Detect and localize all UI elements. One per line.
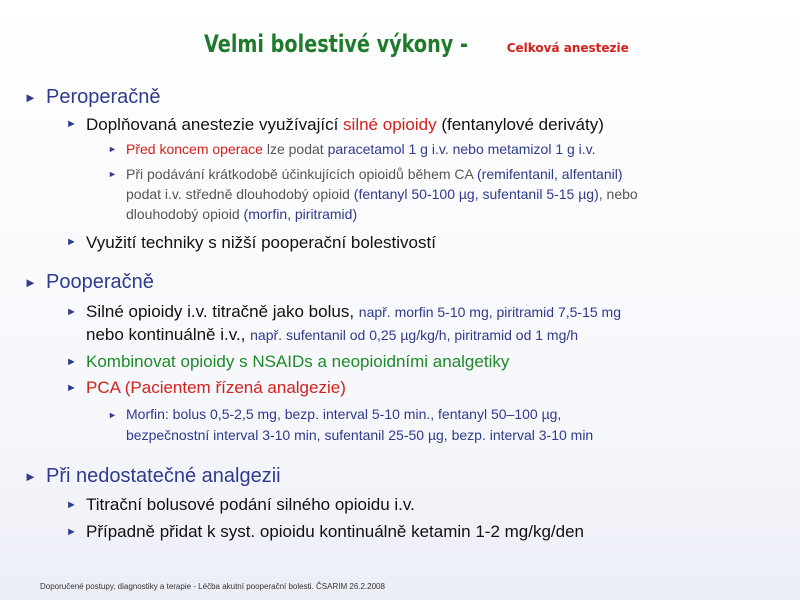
- bullet-icon: ►: [108, 410, 117, 420]
- item-text: Při podávání krátkodobě účinkujících opioidů během CA: [126, 166, 477, 182]
- list-item: Morfin: bolus 0,5-2,5 mg, bezp. interval 5-10 min., fentanyl 50–100 µg,: [126, 406, 562, 422]
- list-item: [126, 166, 623, 182]
- list-item: Využití techniky s nižší pooperační bolestivostí: [86, 233, 436, 252]
- item-text: podat i.v. středně dlouhodobý opioid: [126, 186, 354, 202]
- bullet-icon: ►: [66, 356, 77, 368]
- footer-citation: Doporučené postupy, diagnostiky a terapie - Léčba akutní pooperační bolesti. ČSARIM 26.2.2008: [40, 582, 385, 591]
- list-item: Kombinovat opioidy s NSAIDs a neopioidními analgetiky: [86, 352, 510, 371]
- list-item: PCA (Pacientem řízená analgezie): [86, 378, 346, 397]
- item-highlight: (fentanyl 50-100 µg, sufentanil 5-15 µg): [353, 186, 599, 202]
- item-highlight: (morfin, piritramid): [243, 206, 358, 222]
- item-text: nebo kontinuálně i.v.,: [86, 325, 251, 344]
- item-text: , nebo: [598, 186, 638, 202]
- item-text: Silné opioidy i.v. titračně jako bolus,: [86, 302, 359, 321]
- list-item: [86, 302, 621, 322]
- bullet-icon: ►: [108, 144, 117, 154]
- bullet-icon: ►: [66, 118, 77, 130]
- item-text: dlouhodobý opioid: [126, 206, 244, 222]
- list-item-continuation: [126, 186, 638, 202]
- bullet-icon: ►: [24, 90, 37, 105]
- list-item: Titrační bolusové podání silného opioidu i.v.: [86, 495, 415, 514]
- bullet-icon: ►: [66, 526, 77, 538]
- bullet-icon: ►: [66, 382, 77, 394]
- item-highlight: (remifentanil, alfentanil): [477, 166, 623, 182]
- bullet-icon: ►: [66, 306, 77, 318]
- title-main: Velmi bolestivé výkony -: [204, 30, 469, 58]
- item-highlight: silné opioidy: [343, 115, 437, 134]
- bullet-icon: ►: [66, 499, 77, 511]
- list-item: [86, 115, 604, 135]
- section-heading-peroperacne: Peroperačně: [46, 86, 161, 108]
- bullet-icon: ►: [24, 469, 37, 484]
- list-item: Případně přidat k syst. opioidu kontinuálně ketamin 1-2 mg/kg/den: [86, 522, 585, 541]
- item-text: Doplňovaná anestezie využívající: [86, 115, 344, 134]
- list-item-continuation: [86, 325, 578, 345]
- list-item-continuation: bezpečnostní interval 3-10 min, sufentanil 25-50 µg, bezp. interval 3-10 min: [126, 427, 594, 443]
- section-heading-pooperacne: Pooperačně: [46, 271, 154, 293]
- item-highlight: Před koncem operace: [126, 141, 263, 157]
- item-highlight: paracetamol 1 g i.v. nebo metamizol 1 g i.v.: [327, 141, 596, 157]
- bullet-icon: ►: [66, 236, 77, 248]
- item-highlight: např. sufentanil od 0,25 µg/kg/h, piritramid od 1 mg/h: [250, 327, 579, 343]
- item-text: (fentanylové deriváty): [436, 115, 604, 134]
- item-highlight: např. morfin 5-10 mg, piritramid 7,5-15 mg: [358, 304, 621, 320]
- list-item-continuation: [126, 206, 357, 222]
- section-heading-nedostatecna-analgezie: Při nedostatečné analgezii: [46, 465, 281, 487]
- bullet-icon: ►: [24, 275, 37, 290]
- list-item: [126, 141, 596, 157]
- bullet-icon: ►: [108, 169, 117, 179]
- item-text: lze podat: [262, 141, 328, 157]
- title-subtitle: Celková anestezie: [506, 41, 629, 55]
